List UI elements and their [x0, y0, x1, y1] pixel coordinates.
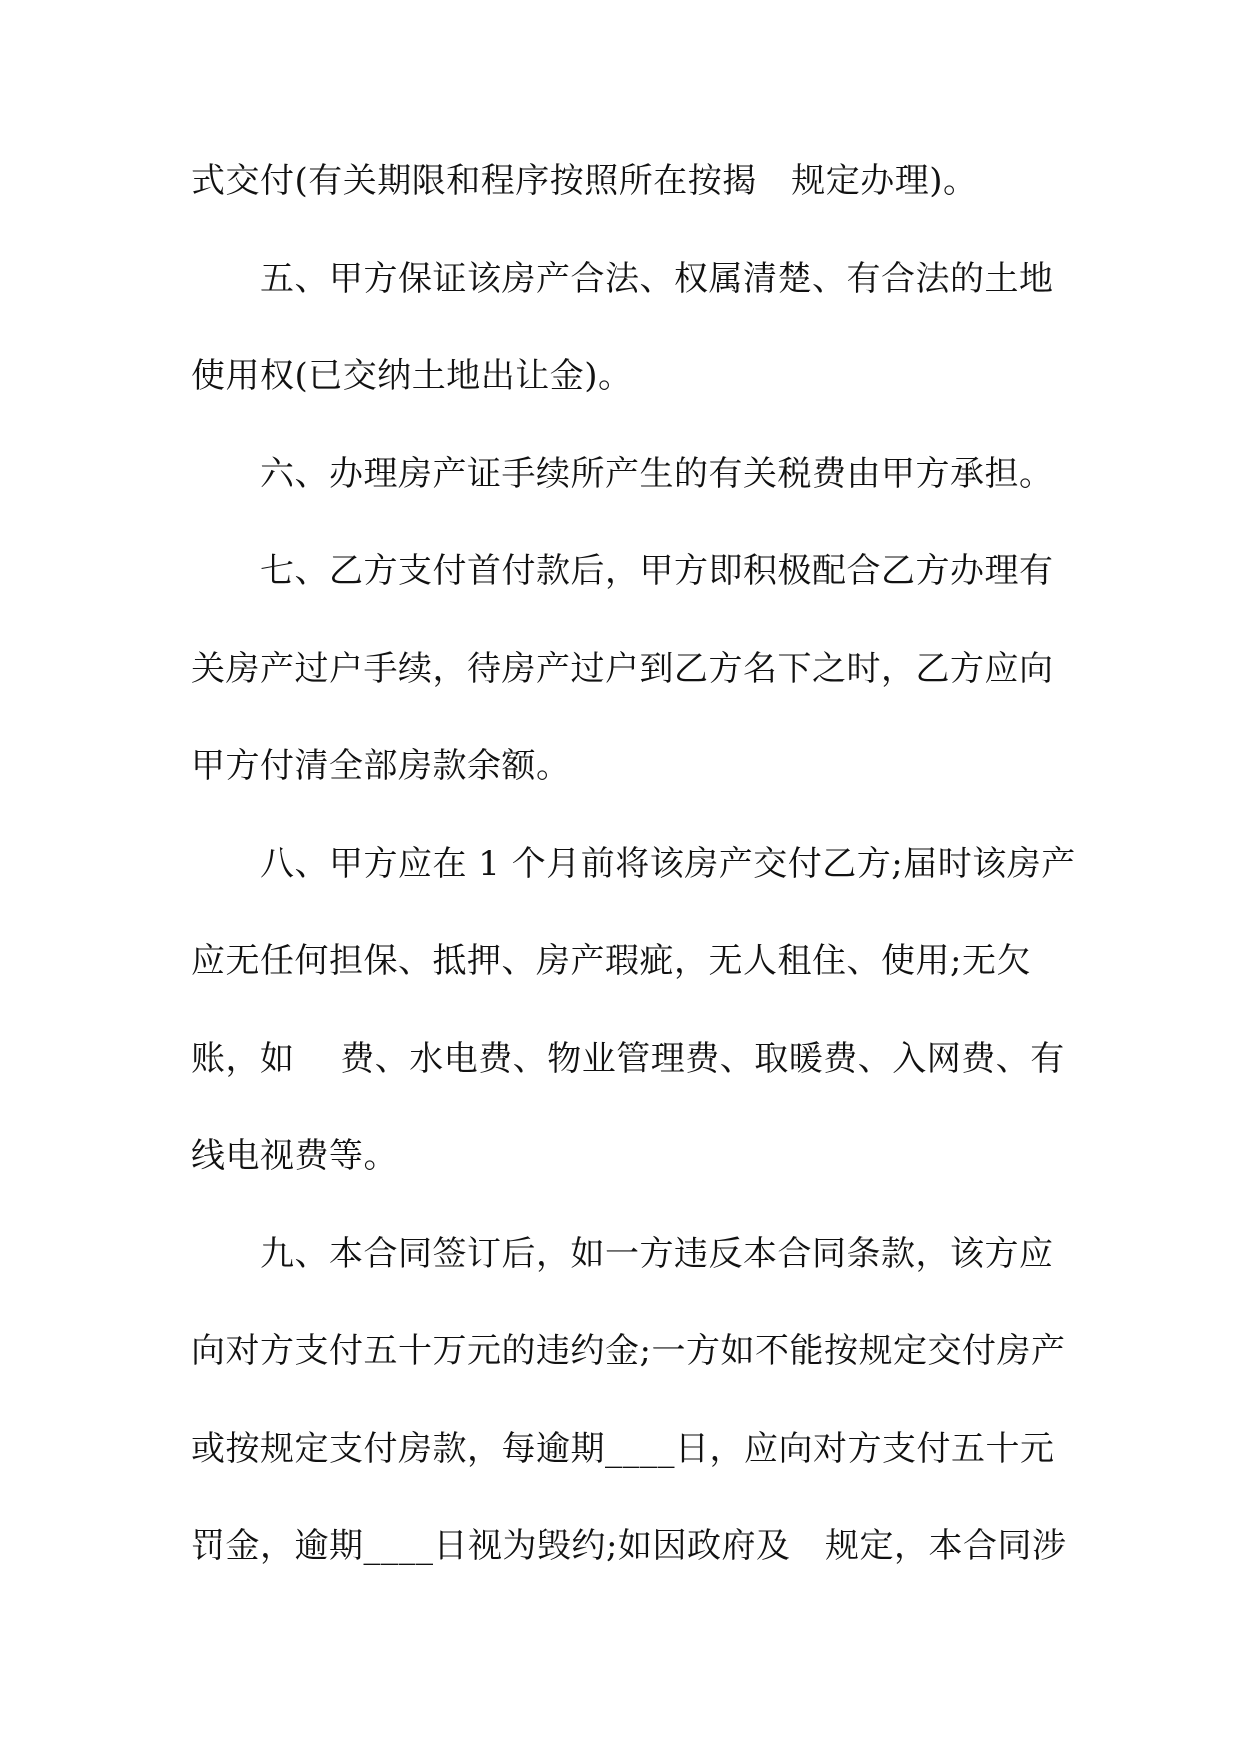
- text-line: 线电视费等。: [191, 1136, 398, 1176]
- text-line: 七、乙方支付首付款后，甲方即积极配合乙方办理有: [191, 551, 1054, 591]
- text-line: 九、本合同签订后，如一方违反本合同条款，该方应: [191, 1234, 1054, 1274]
- text-line: 八、甲方应在 1 个月前将该房产交付乙方;届时该房产: [191, 844, 1076, 884]
- text-line: 向对方支付五十万元的违约金;一方如不能按规定交付房产: [191, 1331, 1066, 1371]
- text-line: 使用权(已交纳土地出让金)。: [191, 356, 633, 396]
- text-line: 五、甲方保证该房产合法、权属清楚、有合法的土地: [191, 259, 1054, 299]
- text-line: 应无任何担保、抵押、房产瑕疵，无人租住、使用;无欠: [191, 941, 1031, 981]
- text-line: 甲方付清全部房款余额。: [191, 746, 571, 786]
- text-line: 罚金，逾期____日视为毁约;如因政府及 规定，本合同涉: [191, 1526, 1067, 1566]
- text-line: 六、办理房产证手续所产生的有关税费由甲方承担。: [191, 454, 1054, 494]
- text-line: 式交付(有关期限和程序按照所在按揭 规定办理)。: [191, 161, 978, 201]
- text-line: 或按规定支付房款，每逾期____日，应向对方支付五十元: [191, 1429, 1055, 1469]
- text-line: 账，如 费、水电费、物业管理费、取暖费、入网费、有: [191, 1039, 1065, 1079]
- text-line: 关房产过户手续，待房产过户到乙方名下之时，乙方应向: [191, 649, 1054, 689]
